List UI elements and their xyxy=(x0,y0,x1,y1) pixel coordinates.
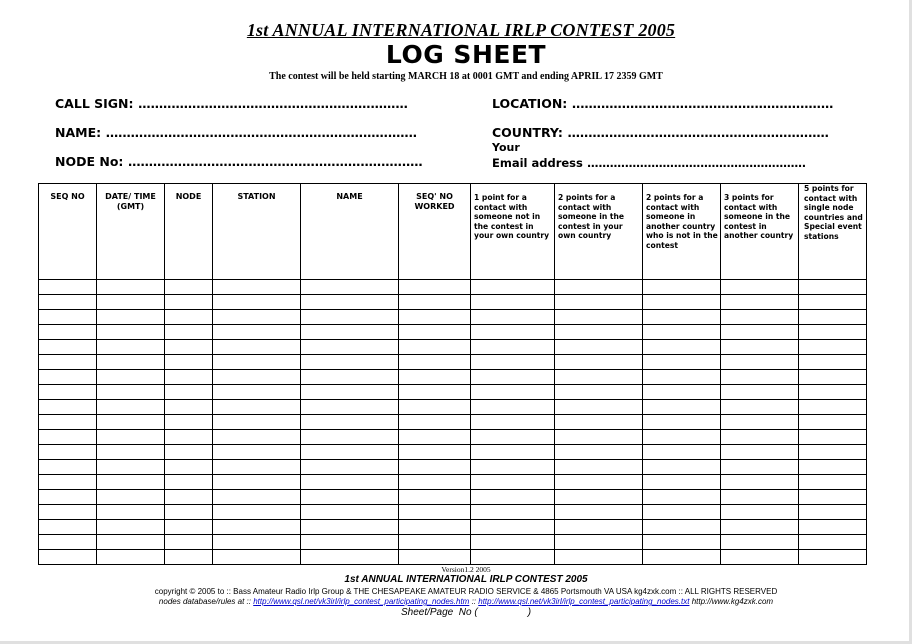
log-cell[interactable] xyxy=(165,340,213,355)
log-cell[interactable] xyxy=(165,295,213,310)
log-cell[interactable] xyxy=(799,535,867,550)
log-cell[interactable] xyxy=(39,310,97,325)
col-1-point: 1 point for a contact with someone not in the contest in your own country xyxy=(471,184,555,280)
log-cell[interactable] xyxy=(721,550,799,565)
log-cell[interactable] xyxy=(399,370,471,385)
log-cell[interactable] xyxy=(721,520,799,535)
name-field[interactable] xyxy=(55,125,417,140)
col-seq-no-worked: SEQ' NO WORKED xyxy=(399,184,471,280)
log-cell[interactable] xyxy=(165,370,213,385)
nodes-line xyxy=(0,597,912,606)
log-cell[interactable] xyxy=(39,505,97,520)
log-cell[interactable] xyxy=(213,385,301,400)
node-no-blank: ....................................................................... xyxy=(127,154,423,169)
log-cell[interactable] xyxy=(471,400,555,415)
log-cell[interactable] xyxy=(555,460,643,475)
log-cell[interactable] xyxy=(799,445,867,460)
table-row xyxy=(39,295,867,310)
log-cell[interactable] xyxy=(799,415,867,430)
log-cell[interactable] xyxy=(97,445,165,460)
log-cell[interactable] xyxy=(301,355,399,370)
log-cell[interactable] xyxy=(399,475,471,490)
log-cell[interactable] xyxy=(471,535,555,550)
log-cell[interactable] xyxy=(799,505,867,520)
log-cell[interactable] xyxy=(799,475,867,490)
log-cell[interactable] xyxy=(555,295,643,310)
log-cell[interactable] xyxy=(39,535,97,550)
log-cell[interactable] xyxy=(471,445,555,460)
table-row xyxy=(39,310,867,325)
log-cell[interactable] xyxy=(213,535,301,550)
log-cell[interactable] xyxy=(301,415,399,430)
log-cell[interactable] xyxy=(301,370,399,385)
log-cell[interactable] xyxy=(799,310,867,325)
version-label: Version1.2 2005 xyxy=(441,565,491,574)
log-cell[interactable] xyxy=(39,385,97,400)
log-cell[interactable] xyxy=(39,460,97,475)
log-cell[interactable] xyxy=(471,370,555,385)
log-cell[interactable] xyxy=(555,475,643,490)
log-cell[interactable] xyxy=(399,280,471,295)
log-cell[interactable] xyxy=(97,475,165,490)
name-label: NAME: xyxy=(55,125,102,140)
log-cell[interactable] xyxy=(555,355,643,370)
log-cell[interactable] xyxy=(471,505,555,520)
log-cell[interactable] xyxy=(165,475,213,490)
log-cell[interactable] xyxy=(39,355,97,370)
location-label: LOCATION: xyxy=(492,96,568,111)
col-station: STATION xyxy=(213,184,301,280)
log-cell[interactable] xyxy=(555,550,643,565)
log-cell[interactable] xyxy=(97,310,165,325)
log-cell[interactable] xyxy=(721,325,799,340)
log-cell[interactable] xyxy=(97,520,165,535)
table-row xyxy=(39,385,867,400)
log-cell[interactable] xyxy=(39,520,97,535)
table-row xyxy=(39,460,867,475)
log-cell[interactable] xyxy=(471,325,555,340)
log-cell[interactable] xyxy=(555,385,643,400)
log-cell[interactable] xyxy=(165,400,213,415)
log-cell[interactable] xyxy=(39,550,97,565)
col-5-points: 5 points for contact with single node countries and Special event stations xyxy=(799,184,867,280)
col-seq-no: SEQ NO xyxy=(39,184,97,280)
log-cell[interactable] xyxy=(97,280,165,295)
log-cell[interactable] xyxy=(97,550,165,565)
log-cell[interactable] xyxy=(301,460,399,475)
log-cell[interactable] xyxy=(471,520,555,535)
log-cell[interactable] xyxy=(165,550,213,565)
log-cell[interactable] xyxy=(799,490,867,505)
log-cell[interactable] xyxy=(399,355,471,370)
log-cell[interactable] xyxy=(643,370,721,385)
log-cell[interactable] xyxy=(399,400,471,415)
log-cell[interactable] xyxy=(799,370,867,385)
log-cell[interactable] xyxy=(555,370,643,385)
log-cell[interactable] xyxy=(165,445,213,460)
log-cell[interactable] xyxy=(165,430,213,445)
log-cell[interactable] xyxy=(213,550,301,565)
log-cell[interactable] xyxy=(399,385,471,400)
log-cell[interactable] xyxy=(721,385,799,400)
log-cell[interactable] xyxy=(301,505,399,520)
log-cell[interactable] xyxy=(213,310,301,325)
col-date-time: DATE/ TIME (GMT) xyxy=(97,184,165,280)
log-cell[interactable] xyxy=(555,340,643,355)
log-cell[interactable] xyxy=(39,430,97,445)
log-cell[interactable] xyxy=(399,520,471,535)
log-cell[interactable] xyxy=(555,490,643,505)
log-cell[interactable] xyxy=(97,355,165,370)
log-cell[interactable] xyxy=(721,475,799,490)
node-no-field[interactable] xyxy=(55,154,422,169)
log-cell[interactable] xyxy=(39,295,97,310)
your-label: Your xyxy=(492,141,520,154)
log-cell[interactable] xyxy=(301,295,399,310)
log-cell[interactable] xyxy=(213,295,301,310)
log-cell[interactable] xyxy=(213,355,301,370)
log-cell[interactable] xyxy=(721,415,799,430)
log-cell[interactable] xyxy=(555,400,643,415)
log-cell[interactable] xyxy=(97,430,165,445)
call-sign-field[interactable] xyxy=(55,96,408,111)
log-cell[interactable] xyxy=(721,370,799,385)
log-cell[interactable] xyxy=(471,430,555,445)
log-cell[interactable] xyxy=(643,295,721,310)
col-2-points-contest: 2 points for a contact with someone in the contest in your own country xyxy=(555,184,643,280)
log-cell[interactable] xyxy=(471,415,555,430)
log-body xyxy=(39,280,867,565)
log-cell[interactable] xyxy=(643,520,721,535)
log-cell[interactable] xyxy=(555,445,643,460)
table-row xyxy=(39,370,867,385)
log-cell[interactable] xyxy=(643,340,721,355)
log-cell[interactable] xyxy=(399,295,471,310)
table-row xyxy=(39,430,867,445)
log-cell[interactable] xyxy=(471,340,555,355)
log-cell[interactable] xyxy=(301,385,399,400)
log-cell[interactable] xyxy=(643,475,721,490)
log-cell[interactable] xyxy=(399,415,471,430)
log-cell[interactable] xyxy=(643,310,721,325)
log-cell[interactable] xyxy=(643,280,721,295)
col-node: NODE xyxy=(165,184,213,280)
log-cell[interactable] xyxy=(97,370,165,385)
log-cell[interactable] xyxy=(165,415,213,430)
table-row xyxy=(39,535,867,550)
log-cell[interactable] xyxy=(301,535,399,550)
log-cell[interactable] xyxy=(301,310,399,325)
kg4zxk-link[interactable]: http://www.kg4zxk.com xyxy=(691,597,774,606)
log-cell[interactable] xyxy=(165,535,213,550)
country-field[interactable] xyxy=(492,125,829,140)
table-row xyxy=(39,505,867,520)
col-2-points-other: 2 points for a contact with someone in another country who is not in the contest xyxy=(643,184,721,280)
log-cell[interactable] xyxy=(213,400,301,415)
log-cell[interactable] xyxy=(165,325,213,340)
email-blank: .......................................................... xyxy=(586,156,806,170)
table-row xyxy=(39,355,867,370)
log-cell[interactable] xyxy=(643,445,721,460)
footer-title: 1st ANNUAL INTERNATIONAL IRLP CONTEST 2005 xyxy=(344,574,588,585)
log-cell[interactable] xyxy=(643,550,721,565)
log-cell[interactable] xyxy=(213,430,301,445)
log-cell[interactable] xyxy=(165,355,213,370)
log-cell[interactable] xyxy=(301,280,399,295)
log-cell[interactable] xyxy=(721,295,799,310)
log-cell[interactable] xyxy=(643,415,721,430)
nodes-txt-link[interactable]: http://www.qsl.net/vk3irl/irlp_contest_participating_nodes.txt xyxy=(478,597,690,606)
log-cell[interactable] xyxy=(165,505,213,520)
log-cell[interactable] xyxy=(213,475,301,490)
log-cell[interactable] xyxy=(721,460,799,475)
log-cell[interactable] xyxy=(399,430,471,445)
log-cell[interactable] xyxy=(39,445,97,460)
log-cell[interactable] xyxy=(471,295,555,310)
log-cell[interactable] xyxy=(399,535,471,550)
log-cell[interactable] xyxy=(301,430,399,445)
log-cell[interactable] xyxy=(213,340,301,355)
log-cell[interactable] xyxy=(97,460,165,475)
log-cell[interactable] xyxy=(39,340,97,355)
nodes-htm-link[interactable]: http://www.qsl.net/vk3irl/irlp_contest_participating_nodes.htm xyxy=(253,597,470,606)
log-cell[interactable] xyxy=(471,310,555,325)
log-cell[interactable] xyxy=(97,415,165,430)
log-cell[interactable] xyxy=(721,445,799,460)
log-cell[interactable] xyxy=(471,460,555,475)
log-cell[interactable] xyxy=(643,430,721,445)
log-cell[interactable] xyxy=(799,355,867,370)
nodes-separator: :: xyxy=(471,597,477,606)
log-cell[interactable] xyxy=(213,415,301,430)
log-cell[interactable] xyxy=(721,490,799,505)
location-blank: ............................................................... xyxy=(571,96,834,111)
call-sign-blank: ................................................................. xyxy=(137,96,408,111)
table-row xyxy=(39,280,867,295)
log-sheet-heading: LOG SHEET xyxy=(385,40,547,69)
log-cell[interactable] xyxy=(165,280,213,295)
nodes-prefix: nodes database/rules at :: xyxy=(158,597,251,606)
log-cell[interactable] xyxy=(301,520,399,535)
contest-dates: The contest will be held starting MARCH 18 at 0001 GMT and ending APRIL 17 2359 GMT xyxy=(269,71,663,82)
log-cell[interactable] xyxy=(643,385,721,400)
log-cell[interactable] xyxy=(643,505,721,520)
log-cell[interactable] xyxy=(39,490,97,505)
log-cell[interactable] xyxy=(399,340,471,355)
log-cell[interactable] xyxy=(799,295,867,310)
log-cell[interactable] xyxy=(721,310,799,325)
table-row xyxy=(39,520,867,535)
name-blank: ........................................................................... xyxy=(105,125,417,140)
log-cell[interactable] xyxy=(213,490,301,505)
log-cell[interactable] xyxy=(399,325,471,340)
country-blank: ............................................................... xyxy=(567,125,829,140)
country-label: COUNTRY: xyxy=(492,125,563,140)
log-cell[interactable] xyxy=(97,385,165,400)
log-cell[interactable] xyxy=(97,490,165,505)
log-cell[interactable] xyxy=(799,430,867,445)
log-cell[interactable] xyxy=(471,280,555,295)
log-cell[interactable] xyxy=(555,310,643,325)
log-cell[interactable] xyxy=(643,325,721,340)
log-cell[interactable] xyxy=(301,340,399,355)
log-cell[interactable] xyxy=(721,430,799,445)
log-cell[interactable] xyxy=(471,355,555,370)
log-cell[interactable] xyxy=(799,520,867,535)
location-field[interactable] xyxy=(492,96,833,111)
table-row xyxy=(39,475,867,490)
log-cell[interactable] xyxy=(399,550,471,565)
col-name: NAME xyxy=(301,184,399,280)
table-row xyxy=(39,490,867,505)
log-cell[interactable] xyxy=(39,415,97,430)
log-cell[interactable] xyxy=(301,445,399,460)
log-cell[interactable] xyxy=(721,505,799,520)
log-cell[interactable] xyxy=(301,490,399,505)
log-cell[interactable] xyxy=(799,325,867,340)
copyright-line: copyright © 2005 to :: Bass Amateur Radio Irlp Group & THE CHESAPEAKE AMATEUR RADIO SERVICE & 4865 Portsmouth VA USA kg4zxk.com :: ALL RIGHTS RESERVED xyxy=(154,587,778,596)
log-cell[interactable] xyxy=(399,310,471,325)
log-cell[interactable] xyxy=(39,370,97,385)
log-cell[interactable] xyxy=(643,490,721,505)
email-label: Email address xyxy=(492,156,583,170)
log-cell[interactable] xyxy=(555,430,643,445)
log-cell[interactable] xyxy=(799,400,867,415)
log-cell[interactable] xyxy=(39,475,97,490)
log-cell[interactable] xyxy=(39,325,97,340)
log-cell[interactable] xyxy=(721,280,799,295)
log-cell[interactable] xyxy=(301,550,399,565)
log-cell[interactable] xyxy=(471,475,555,490)
log-cell[interactable] xyxy=(97,400,165,415)
log-cell[interactable] xyxy=(213,520,301,535)
table-row xyxy=(39,400,867,415)
log-cell[interactable] xyxy=(301,325,399,340)
log-cell[interactable] xyxy=(471,490,555,505)
log-cell[interactable] xyxy=(399,505,471,520)
call-sign-label: CALL SIGN: xyxy=(55,96,134,111)
sheet-page-no: Sheet/Page No ( ) xyxy=(400,607,532,618)
log-cell[interactable] xyxy=(165,460,213,475)
log-cell[interactable] xyxy=(721,355,799,370)
log-cell[interactable] xyxy=(97,340,165,355)
log-cell[interactable] xyxy=(799,550,867,565)
log-cell[interactable] xyxy=(721,340,799,355)
log-cell[interactable] xyxy=(213,280,301,295)
log-cell[interactable] xyxy=(471,550,555,565)
log-cell[interactable] xyxy=(555,415,643,430)
contest-title: 1st ANNUAL INTERNATIONAL IRLP CONTEST 2005 xyxy=(246,20,676,40)
log-cell[interactable] xyxy=(555,280,643,295)
log-cell[interactable] xyxy=(643,400,721,415)
log-cell[interactable] xyxy=(721,400,799,415)
table-row xyxy=(39,415,867,430)
log-cell[interactable] xyxy=(799,460,867,475)
log-cell[interactable] xyxy=(399,490,471,505)
log-cell[interactable] xyxy=(165,385,213,400)
log-cell[interactable] xyxy=(213,370,301,385)
log-cell[interactable] xyxy=(165,520,213,535)
log-cell[interactable] xyxy=(97,505,165,520)
log-cell[interactable] xyxy=(213,325,301,340)
col-3-points: 3 points for contact with someone in the contest in another country xyxy=(721,184,799,280)
log-cell[interactable] xyxy=(555,535,643,550)
log-cell[interactable] xyxy=(165,310,213,325)
log-cell[interactable] xyxy=(301,475,399,490)
log-cell[interactable] xyxy=(213,460,301,475)
log-cell[interactable] xyxy=(799,385,867,400)
log-cell[interactable] xyxy=(555,505,643,520)
log-cell[interactable] xyxy=(471,385,555,400)
log-cell[interactable] xyxy=(39,280,97,295)
log-cell[interactable] xyxy=(213,505,301,520)
log-cell[interactable] xyxy=(39,400,97,415)
log-cell[interactable] xyxy=(97,295,165,310)
log-cell[interactable] xyxy=(555,520,643,535)
log-table xyxy=(38,183,867,565)
log-cell[interactable] xyxy=(555,325,643,340)
log-cell[interactable] xyxy=(799,280,867,295)
log-cell[interactable] xyxy=(799,340,867,355)
log-cell[interactable] xyxy=(165,490,213,505)
log-cell[interactable] xyxy=(399,445,471,460)
log-cell[interactable] xyxy=(643,460,721,475)
node-no-label: NODE No: xyxy=(55,154,124,169)
table-row xyxy=(39,340,867,355)
log-cell[interactable] xyxy=(643,355,721,370)
log-cell[interactable] xyxy=(97,325,165,340)
log-cell[interactable] xyxy=(399,460,471,475)
log-cell[interactable] xyxy=(301,400,399,415)
table-row xyxy=(39,325,867,340)
log-cell[interactable] xyxy=(97,535,165,550)
log-cell[interactable] xyxy=(721,535,799,550)
log-cell[interactable] xyxy=(213,445,301,460)
table-row xyxy=(39,550,867,565)
table-row xyxy=(39,445,867,460)
table-header-row xyxy=(39,184,867,280)
log-cell[interactable] xyxy=(643,535,721,550)
email-field[interactable] xyxy=(492,156,805,170)
